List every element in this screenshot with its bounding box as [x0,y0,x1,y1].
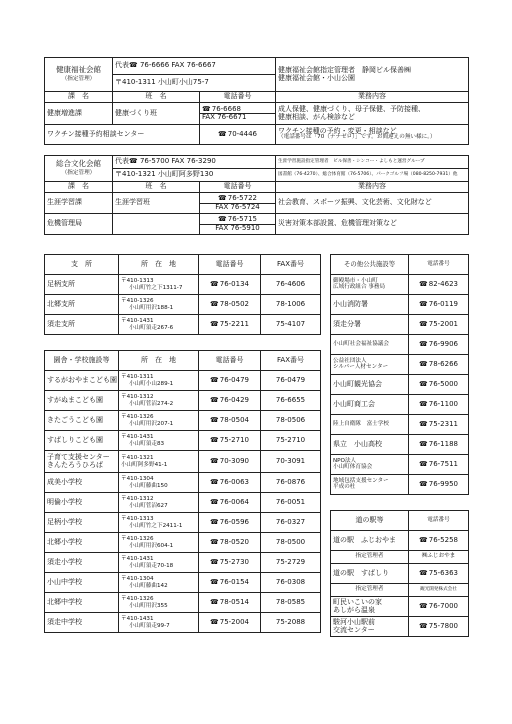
public-name: 小山消防署 [331,295,409,315]
phone-number: ☎ 75-2001 [419,320,458,328]
school-address [119,593,199,613]
zip-code: 〒410-1304 [121,476,154,483]
school-name: 成美小学校 [45,473,119,493]
school-header-addr: 所 在 地 [119,351,199,371]
phone-number: ☎ 76-9906 [419,340,458,348]
street-address: 小山町用沢188-1 [129,304,174,311]
school-tel [199,431,261,451]
phone-number: ☎ 76-1188 [419,440,458,448]
phone-number: ☎ 76-5722 [200,195,275,203]
roadside-station-table [330,510,469,637]
public-name [331,455,409,475]
phone-number: ☎ 76-0064 [210,498,249,506]
table-row [45,411,321,431]
zip-code: 〒410-1312 [121,394,154,401]
branch-tel [199,275,261,295]
school-name: きたごうこども園 [45,411,119,431]
table-row [45,214,469,235]
zip-code: 〒410-1304 [121,576,154,583]
name-line1: 子育て支援センター [47,453,110,462]
school-fax: 76-6655 [261,391,321,411]
phone-number: ☎ 76-7000 [419,602,458,610]
phone-number: ☎ 76-5000 [419,380,458,388]
branch-header-tel: 電話番号 [199,255,261,275]
table-row [45,391,321,411]
public-name [331,475,409,495]
street-address: 小山町用沢355 [129,602,168,609]
phone-number: ☎ 76-5258 [419,536,458,544]
health-center-name [45,58,113,92]
culture-center-tel: 代表☎ 76-5700 FAX 76-3290 [113,156,276,169]
table-row [331,395,469,415]
roadside-manager-name: ㈱ふじおやま [409,551,469,564]
table-row [45,493,321,513]
work-line1: ワクチン接種の予約・変更・相談など [278,126,397,135]
school-tel [199,613,261,633]
culture-row-ka: 生涯学習課 [45,193,113,214]
table-row [45,451,321,473]
school-fax: 78-0500 [261,533,321,553]
phone-number: ☎ 78-6266 [419,360,458,368]
name-line1: 地域包括支援センター [333,477,389,484]
school-tel [199,593,261,613]
table-row [331,551,469,564]
phone-number: ☎ 76-5715 [200,216,275,224]
culture-row-ka: 危機管理局 [45,214,113,235]
public-tel [409,275,469,295]
table-row [331,375,469,395]
table-row [45,193,469,214]
public-facility-table [330,254,469,495]
phone-number: ☎ 75-2311 [419,420,458,428]
school-tel [199,493,261,513]
culture-center-address: 〒410-1321 小山町阿多野130 [113,169,276,182]
roadside-name [331,617,409,637]
work-line1: 成人保健、健康づくり、母子保健、予防接種、 [278,105,426,114]
culture-row-han [113,214,200,235]
health-manager-line1: 健康福祉会館指定管理者 静岡ビル保善㈱ [278,66,412,75]
phone-number: ☎ 78-0504 [210,416,249,424]
table-row [331,315,469,335]
table-row [331,335,469,355]
name-line1: 公益社団法人 [333,357,367,364]
street-address: 小山町竹之下1311-7 [129,284,183,291]
school-name: 北郷小学校 [45,533,119,553]
branch-header-name: 支 所 [45,255,119,275]
table-row [331,275,469,295]
phone-number: ☎ 76-0479 [210,376,249,384]
school-tel [199,513,261,533]
school-address [119,431,199,451]
school-facility-table [44,350,321,633]
school-name: 北郷中学校 [45,593,119,613]
health-header-tel: 電話番号 [200,92,276,103]
public-tel [409,435,469,455]
school-address [119,533,199,553]
table-row [331,475,469,495]
zip-code: 〒410-1431 [121,318,154,325]
phone-number: ☎ 76-9950 [419,480,458,488]
phone-number: ☎ 82-4623 [419,280,458,288]
branch-name: 北郷支所 [45,295,119,315]
culture-header-ka: 課 名 [45,182,113,193]
name-line1: 御殿場市・小山町 [333,277,378,284]
street-address: 小山町須走99-7 [129,622,170,629]
public-name: 県立 小山高校 [331,435,409,455]
school-header-fax: FAX番号 [261,351,321,371]
roadside-tel [409,597,469,617]
school-fax: 76-0308 [261,573,321,593]
roadside-name: 道の駅 ふじおやま [331,531,409,551]
fax-number: FAX 76-5910 [215,223,260,232]
school-tel [199,371,261,391]
roadside-manager-label: 指定管理者 [331,584,409,597]
street-address: 小山町阿多野41-1 [121,461,168,468]
culture-center-name [45,156,113,182]
school-address [119,513,199,533]
school-tel [199,411,261,431]
table-row [45,125,469,145]
public-header-name: その他公共施設等 [331,255,409,275]
table-row [45,315,321,335]
phone-number: ☎ 78-0514 [210,598,249,606]
school-address [119,553,199,573]
school-name: すがぬまこども園 [45,391,119,411]
table-row [331,597,469,617]
name-line1: 町民いこいの家 [333,598,382,607]
table-row [45,553,321,573]
culture-row-tel [200,214,276,235]
school-address [119,411,199,431]
school-fax: 76-0327 [261,513,321,533]
phone-number: ☎ 76-7511 [419,460,458,468]
table-row [45,473,321,493]
table-row [45,431,321,451]
school-fax: 76-0479 [261,371,321,391]
phone-number: ☎ 76-0119 [419,300,458,308]
fax-number: FAX 76-5724 [215,202,260,211]
phone-number: ☎ 76-0063 [210,478,249,486]
fax-number: FAX 76-6671 [202,113,247,121]
school-fax: 76-0876 [261,473,321,493]
culture-manager-line1: 生涯学習施設指定管理者 ビル保善・シンコー・よしもと運営グループ [276,156,469,169]
zip-code: 〒410-1326 [121,536,154,543]
table-row [45,593,321,613]
branch-address [119,295,199,315]
school-fax: 75-2729 [261,553,321,573]
school-tel [199,573,261,593]
culture-center-designated: （指定管理） [61,170,96,176]
health-row-han: 健康づくり班 [113,103,200,125]
phone-number: ☎ 76-0429 [210,396,249,404]
name-line2: シルバー人材センター [333,363,389,370]
school-tel [199,553,261,573]
zip-code: 〒410-1321 [121,455,154,462]
health-row-work [276,125,469,145]
table-row [331,455,469,475]
school-header-tel: 電話番号 [199,351,261,371]
health-center-title: 健康福祉会館 [56,65,101,75]
school-address [119,493,199,513]
culture-row-work: 災害対策本部設置、危機管理対策など [276,214,469,235]
school-address [119,613,199,633]
table-row [331,564,469,584]
school-fax: 78-0506 [261,411,321,431]
school-address [119,573,199,593]
branch-tel [199,295,261,315]
branch-fax: 75-4107 [261,315,321,335]
work-line2: 健康相談、がん検診など [278,112,356,121]
school-tel [199,451,261,473]
public-name: 小山町商工会 [331,395,409,415]
phone-number: ☎ 75-2004 [210,618,249,626]
health-center-address: 〒410-1311 小山町小山75-7 [113,75,276,92]
street-address: 小山町小山289-1 [129,380,174,387]
culture-row-tel [200,193,276,214]
public-header-tel: 電話番号 [409,255,469,275]
zip-code: 〒410-1313 [121,516,154,523]
phone-number: ☎ 78-0502 [210,300,249,308]
table-row [45,103,469,125]
branch-header-fax: FAX番号 [261,255,321,275]
street-address: 小山町用沢604-1 [129,542,174,549]
name-line1: 駿河小山駅前 [333,618,375,627]
roadside-header-name: 道の駅等 [331,511,409,531]
health-header-han: 班 名 [113,92,200,103]
roadside-header-tel: 電話番号 [409,511,469,531]
table-row [45,613,321,633]
public-tel [409,375,469,395]
name-line2: 交流センター [333,625,375,634]
roadside-tel [409,564,469,584]
street-address: 小山町用沢207-1 [129,420,174,427]
phone-number: ☎ 75-2211 [210,320,249,328]
street-address: 小山町藤曲142 [129,582,168,589]
school-address [119,451,199,473]
zip-code: 〒410-1326 [121,596,154,603]
branch-fax: 78-1006 [261,295,321,315]
phone-number: ☎ 76-0154 [210,578,249,586]
public-tel [409,395,469,415]
phone-number: ☎ 75-2710 [210,436,249,444]
roadside-tel [409,531,469,551]
culture-row-work: 社会教育、スポーツ振興、文化芸術、文化財など [276,193,469,214]
health-center-designated: （指定管理） [61,76,96,82]
table-row [331,355,469,375]
zip-code: 〒410-1326 [121,414,154,421]
zip-code: 〒410-1313 [121,278,154,285]
phone-number: ☎ 70-4446 [218,130,257,138]
school-address [119,371,199,391]
culture-header-han: 班 名 [113,182,200,193]
health-center-tel: 代表☎ 76-6666 FAX 76-6667 [113,58,276,75]
public-tel [409,415,469,435]
name-line2: あしがら温泉 [333,605,375,614]
table-row [45,533,321,553]
school-fax: 78-0585 [261,593,321,613]
public-name: 陸上自衛隊 富士学校 [331,415,409,435]
zip-code: 〒410-1431 [121,556,154,563]
health-manager-line2: 健康福祉会館・小山公園 [278,73,356,82]
branch-tel [199,315,261,335]
table-row [331,617,469,637]
roadside-manager-label: 指定管理者 [331,551,409,564]
school-header-name: 園舎・学校施設等 [45,351,119,371]
street-address: 小山町須走83 [129,440,165,447]
name-line2: 平成の杜 [333,483,356,490]
school-address [119,473,199,493]
branch-name: 須走支所 [45,315,119,335]
public-tel [409,295,469,315]
school-tel [199,391,261,411]
table-row [45,513,321,533]
school-name: 明倫小学校 [45,493,119,513]
health-header-work: 業務内容 [276,92,469,103]
phone-number: ☎ 78-0520 [210,538,249,546]
school-name [45,451,119,473]
zip-code: 〒410-1312 [121,496,154,503]
phone-number: ☎ 75-6363 [419,569,458,577]
name-line1: NPO法人 [333,457,357,464]
roadside-manager-name: 観光開発株式会社 [409,584,469,597]
roadside-tel [409,617,469,637]
public-tel [409,475,469,495]
health-row-tel [200,125,276,145]
public-tel [409,335,469,355]
public-name: 須走分署 [331,315,409,335]
branch-header-addr: 所 在 地 [119,255,199,275]
work-line2: （電話番号は「70（ナナゼロ）」です。お間違えの無い様に。） [278,134,436,141]
branch-name: 足柄支所 [45,275,119,295]
street-address: 小山町藤曲150 [129,482,168,489]
culture-center-title: 総合文化会館 [56,159,101,169]
school-name: するがおやまこども園 [45,371,119,391]
school-tel [199,473,261,493]
phone-number: ☎ 76-6668 [200,106,275,114]
branch-fax: 76-4606 [261,275,321,295]
table-row [45,295,321,315]
school-name: 須走中学校 [45,613,119,633]
school-fax: 75-2088 [261,613,321,633]
school-rows [45,371,321,633]
culture-manager-line2: 図書館（76-4270）、総合体育館（76-5706）、パークゴルフ場（080-8250-7931）他 [276,169,469,182]
public-tel [409,355,469,375]
school-fax: 76-0051 [261,493,321,513]
table-row [331,415,469,435]
school-name: 足柄小学校 [45,513,119,533]
phone-number: ☎ 70-3090 [210,457,249,465]
name-line2: きんたろうひろば [47,460,103,469]
street-address: 小山町菅沼274-2 [129,400,174,407]
name-line2: 広域行政組合 事務局 [333,283,386,290]
table-row [331,584,469,597]
street-address: 小山町須走70-18 [129,562,174,569]
health-row-ka: ワクチン接種予約相談センター [45,125,200,145]
zip-code: 〒410-1311 [121,374,154,381]
roadside-name: 道の駅 すばしり [331,564,409,584]
public-tel [409,455,469,475]
table-row [331,435,469,455]
public-name: 小山町社会福祉協議会 [331,335,409,355]
phone-number: ☎ 76-1100 [419,400,458,408]
phone-number: ☎ 75-2730 [210,558,249,566]
street-address: 小山町菅沼627 [129,502,168,509]
branch-office-table [44,254,321,335]
table-row [331,531,469,551]
table-row [45,275,321,295]
public-name: 小山町観光協会 [331,375,409,395]
culture-header-work: 業務内容 [276,182,469,193]
culture-header-tel: 電話番号 [200,182,276,193]
school-fax: 70-3091 [261,451,321,473]
school-address [119,391,199,411]
health-center-manager [276,58,469,92]
public-tel [409,315,469,335]
public-name [331,275,409,295]
school-name: すばしりこども園 [45,431,119,451]
phone-number: ☎ 76-0134 [210,280,249,288]
table-row [45,573,321,593]
zip-code: 〒410-1326 [121,298,154,305]
name-line2: 小山町体育協会 [333,463,373,470]
branch-address [119,275,199,295]
school-fax: 75-2710 [261,431,321,451]
branch-address [119,315,199,335]
zip-code: 〒410-1431 [121,434,154,441]
public-name [331,355,409,375]
school-tel [199,533,261,553]
school-name: 小山中学校 [45,573,119,593]
culture-row-han: 生涯学習班 [113,193,200,214]
culture-center-table [44,155,469,235]
health-row-ka: 健康増進課 [45,103,113,125]
street-address: 小山町須走267-6 [129,324,174,331]
health-row-tel [200,103,276,125]
roadside-name [331,597,409,617]
street-address: 小山町竹之下2411-1 [129,522,183,529]
zip-code: 〒410-1431 [121,616,154,623]
table-row [331,295,469,315]
school-name: 須走小学校 [45,553,119,573]
phone-number: ☎ 76-0596 [210,518,249,526]
table-row [45,371,321,391]
health-center-table [44,57,469,145]
health-row-work [276,103,469,125]
health-header-ka: 課 名 [45,92,113,103]
phone-number: ☎ 75-7800 [419,622,458,630]
